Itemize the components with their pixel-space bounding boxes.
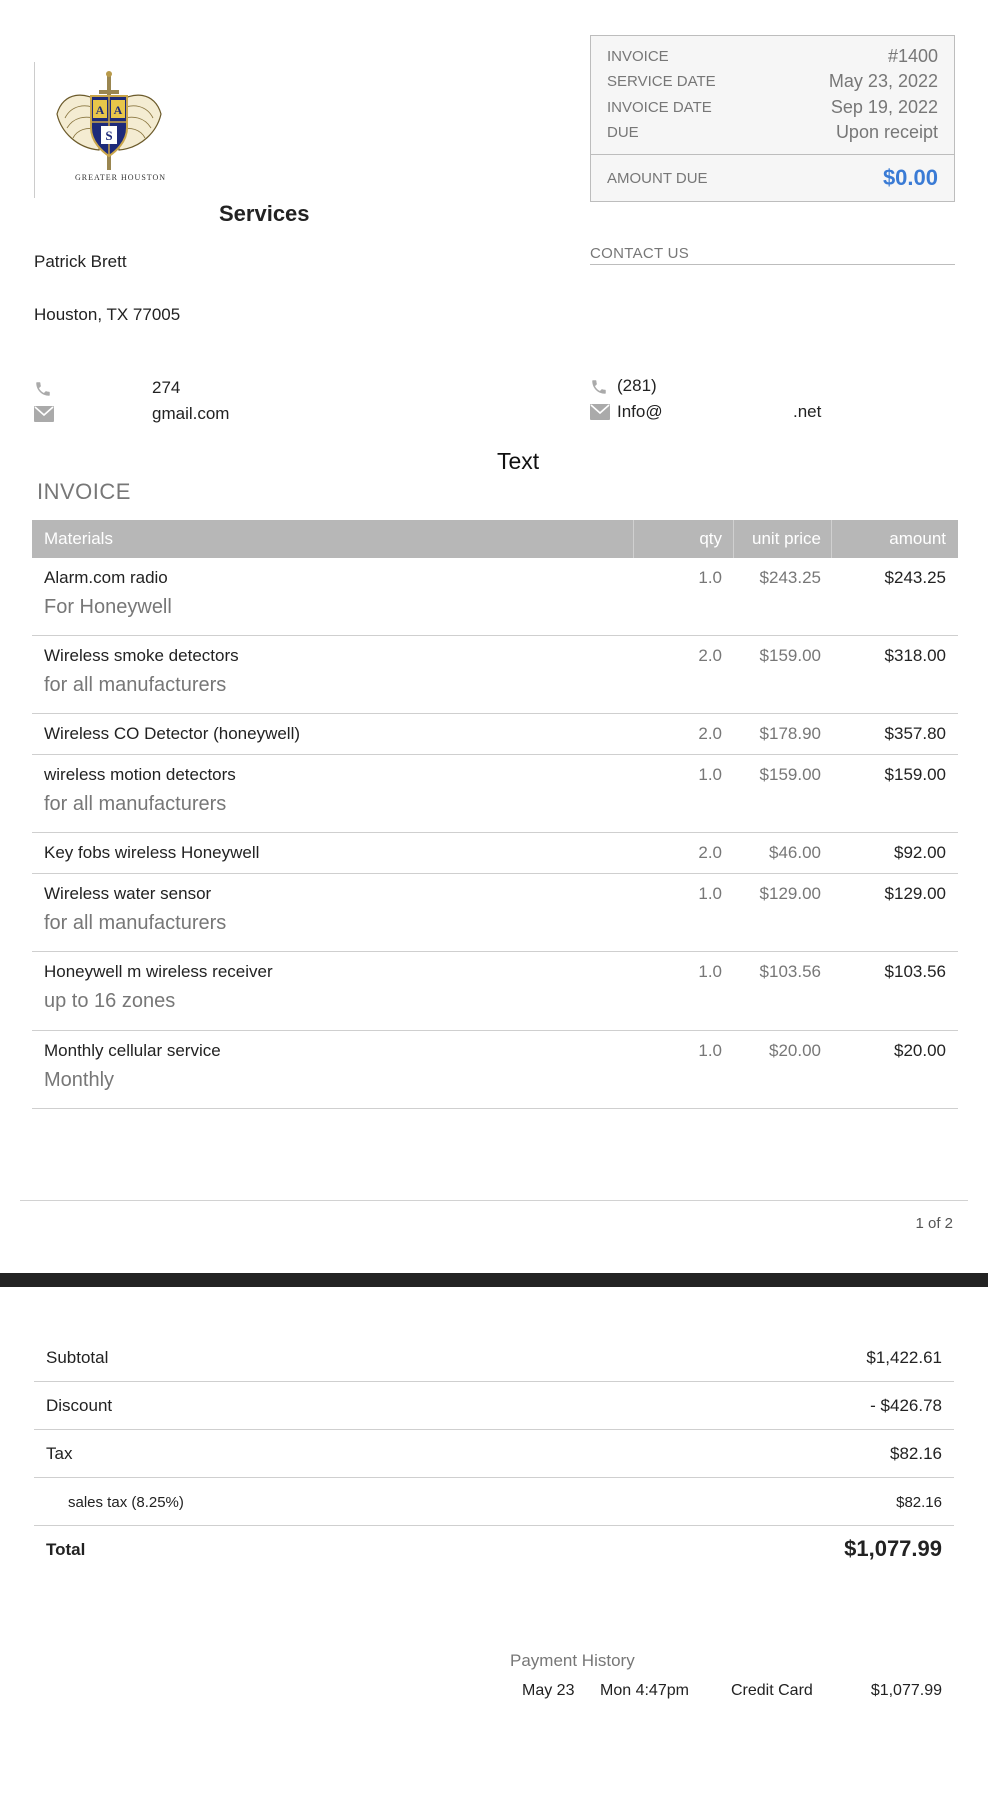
item-description: Honeywell m wireless receiver xyxy=(44,962,273,981)
item-subtitle: Monthly xyxy=(44,1069,115,1091)
item-unit-price: $178.90 xyxy=(759,724,821,743)
total-row xyxy=(34,1526,954,1574)
item-unit-price: $46.00 xyxy=(769,843,821,862)
item-description: Monthly cellular service xyxy=(44,1041,221,1060)
service-date-row xyxy=(607,69,938,93)
item-qty: 2.0 xyxy=(698,843,722,862)
table-row xyxy=(32,558,958,636)
subtotal-label: Subtotal xyxy=(46,1348,109,1367)
invoice-summary-box xyxy=(590,35,955,202)
client-email xyxy=(34,404,284,426)
table-row xyxy=(32,833,958,874)
item-amount: $129.00 xyxy=(884,884,946,903)
payment-amount: $1,077.99 xyxy=(870,1682,942,1699)
invoice-number-row xyxy=(607,44,938,68)
item-qty: 1.0 xyxy=(698,1041,722,1060)
table-row xyxy=(32,1031,958,1109)
page-number: 1 of 2 xyxy=(915,1215,953,1232)
tax-value: $82.16 xyxy=(890,1444,942,1463)
client-name: Patrick Brett xyxy=(34,252,127,271)
total-value: $1,077.99 xyxy=(844,1536,942,1561)
discount-value: - $426.78 xyxy=(870,1396,942,1415)
contact-us-heading: CONTACT US xyxy=(590,245,955,265)
item-qty: 1.0 xyxy=(698,568,722,587)
logo-caption: GREATER HOUSTON xyxy=(75,173,167,182)
discount-row xyxy=(34,1382,954,1430)
item-amount: $318.00 xyxy=(884,646,946,665)
tax-row xyxy=(34,1430,954,1478)
item-description: wireless motion detectors xyxy=(44,765,236,784)
item-description: Alarm.com radio xyxy=(44,568,168,587)
table-row xyxy=(32,755,958,833)
phone-icon xyxy=(34,380,54,398)
table-row xyxy=(32,952,958,1031)
item-description: Wireless CO Detector (honeywell) xyxy=(44,724,301,743)
item-subtitle: for all manufacturers xyxy=(44,674,227,696)
invoice-date-label: INVOICE DATE xyxy=(607,99,712,116)
invoice-number-value: #1400 xyxy=(887,46,938,66)
service-date-value: May 23, 2022 xyxy=(828,71,938,91)
item-unit-price: $243.25 xyxy=(759,568,821,587)
item-qty: 1.0 xyxy=(698,884,722,903)
column-divider xyxy=(831,520,832,558)
payment-date: May 23 xyxy=(522,1682,575,1699)
tax-label: Tax xyxy=(46,1444,73,1463)
sales-tax-row xyxy=(34,1478,954,1526)
svg-text:S: S xyxy=(105,128,113,143)
business-email-suffix: .net xyxy=(793,402,822,421)
item-qty: 2.0 xyxy=(698,646,722,665)
page-footer-divider xyxy=(20,1200,968,1201)
column-divider xyxy=(633,520,634,558)
due-row xyxy=(607,120,938,144)
item-description: Wireless smoke detectors xyxy=(44,646,239,665)
table-header xyxy=(32,520,958,558)
due-value: Upon receipt xyxy=(835,122,938,142)
materials-column-header: Materials xyxy=(44,529,113,548)
payment-time: Mon 4:47pm xyxy=(600,1682,689,1699)
sales-tax-value: $82.16 xyxy=(896,1494,942,1511)
table-row xyxy=(32,714,958,755)
invoice-date-row xyxy=(607,95,938,119)
item-amount: $20.00 xyxy=(894,1041,946,1060)
amount-due-value: $0.00 xyxy=(882,165,938,190)
phone-icon xyxy=(590,378,610,396)
client-phone xyxy=(34,378,284,400)
unit-price-column-header: unit price xyxy=(752,529,821,548)
business-phone xyxy=(590,376,955,398)
business-email-prefix: Info@ xyxy=(617,402,663,421)
mail-icon xyxy=(590,404,610,422)
client-email-value: gmail.com xyxy=(152,404,230,423)
line-items-table xyxy=(32,520,958,1109)
service-date-label: SERVICE DATE xyxy=(607,73,716,90)
item-qty: 1.0 xyxy=(698,962,722,981)
sales-tax-label: sales tax (8.25%) xyxy=(68,1494,184,1511)
item-qty: 1.0 xyxy=(698,765,722,784)
discount-label: Discount xyxy=(46,1396,113,1415)
amount-due-label: AMOUNT DUE xyxy=(607,170,708,187)
item-description: Key fobs wireless Honeywell xyxy=(44,843,260,862)
payment-history-heading: Payment History xyxy=(510,1651,635,1670)
total-label: Total xyxy=(46,1540,86,1559)
svg-text:A: A xyxy=(113,103,123,117)
item-unit-price: $129.00 xyxy=(759,884,821,903)
item-amount: $357.80 xyxy=(884,724,946,743)
item-unit-price: $20.00 xyxy=(769,1041,821,1060)
item-amount: $103.56 xyxy=(884,962,946,981)
item-unit-price: $103.56 xyxy=(759,962,821,981)
services-heading: Services xyxy=(219,201,310,226)
item-subtitle: for all manufacturers xyxy=(44,793,227,815)
invoice-heading: INVOICE xyxy=(37,479,131,504)
item-subtitle: For Honeywell xyxy=(44,596,172,618)
item-qty: 2.0 xyxy=(698,724,722,743)
business-phone-value: (281) xyxy=(617,376,657,395)
item-amount: $92.00 xyxy=(894,843,946,862)
item-subtitle: for all manufacturers xyxy=(44,912,227,934)
item-unit-price: $159.00 xyxy=(759,765,821,784)
totals-section xyxy=(34,1334,954,1574)
item-description: Wireless water sensor xyxy=(44,884,212,903)
subtotal-value: $1,422.61 xyxy=(866,1348,942,1367)
table-row xyxy=(32,636,958,714)
client-address: Houston, TX 77005 xyxy=(34,305,181,324)
due-label: DUE xyxy=(607,124,639,141)
invoice-date-value: Sep 19, 2022 xyxy=(830,97,938,117)
item-amount: $243.25 xyxy=(884,568,946,587)
business-email xyxy=(590,402,955,424)
mail-icon xyxy=(34,406,54,424)
subtotal-row xyxy=(34,1334,954,1382)
item-subtitle: up to 16 zones xyxy=(44,990,176,1012)
winged-shield-emblem xyxy=(55,70,163,174)
table-row xyxy=(32,874,958,952)
payment-method: Credit Card xyxy=(731,1682,813,1699)
item-unit-price: $159.00 xyxy=(759,646,821,665)
divider xyxy=(591,154,954,155)
invoice-number-label: INVOICE xyxy=(607,48,669,65)
company-logo xyxy=(34,62,184,198)
item-amount: $159.00 xyxy=(884,765,946,784)
svg-text:A: A xyxy=(95,103,105,117)
column-divider xyxy=(733,520,734,558)
qty-column-header: qty xyxy=(699,529,722,548)
amount-column-header: amount xyxy=(889,529,946,548)
text-label: Text xyxy=(497,448,540,474)
client-phone-value: 274 xyxy=(152,378,181,397)
payment-entry xyxy=(522,1682,942,1704)
page-break-bar xyxy=(0,1273,988,1287)
